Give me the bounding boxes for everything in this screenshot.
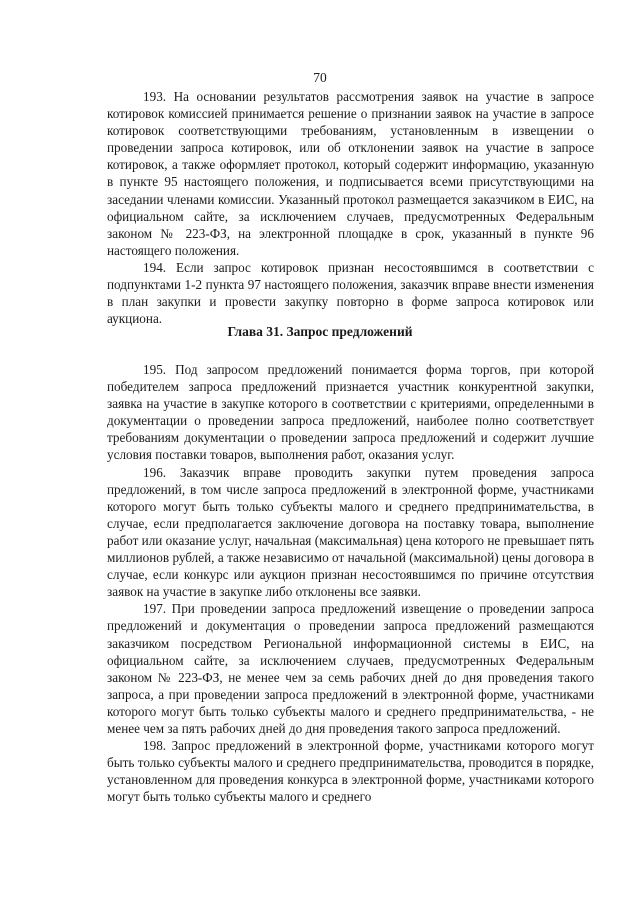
page-number: 70: [313, 70, 327, 85]
paragraph-193: 193. На основании результатов рассмотрения заявок на участие в запросе котировок комиссией принимается решение о признании заявок на участие в запросе котировок соответствующими требованиям, установленным в извещении о проведении запроса котировок, или об отклонении заявок на участие в запросе котировок, а также оформляет протокол, который содержит информацию, указанную в пункте 95 настоящего положения, и подписывается всеми присутствующими на заседании членами комиссии. Указанный протокол размещается заказчиком в ЕИС, на официальном сайте, за исключением случаев, предусмотренных Федеральным законом № 223-ФЗ, на электронной площадке в срок, указанный в пункте 96 настоящего положения.: [107, 89, 594, 258]
text-block-before-chapter: [107, 88, 594, 327]
paragraph-198: 198. Запрос предложений в электронной форме, участниками которого могут быть только субъекты малого и среднего предпринимательства, проводится в порядке, установленном для проведения конкурса в электронной форме, участниками которого могут быть только субъекты малого и среднего: [107, 738, 594, 805]
paragraph-197: 197. При проведении запроса предложений извещение о проведении запроса предложений и документация о проведении запроса предложений размещаются заказчиком посредством Региональной информационной системы в ЕИС, на официальном сайте, за исключением случаев, предусмотренных Федеральным законом № 223-ФЗ, не менее чем за семь рабочих дней до дня проведения такого запроса, а при проведении запроса предложений в электронной форме, участниками которого могут быть только субъекты малого и среднего предпринимательства, - не менее чем за пять рабочих дней до дня проведения такого запроса предложений.: [107, 601, 594, 736]
paragraph-194: 194. Если запрос котировок признан несостоявшимся в соответствии с подпунктами 1-2 пункта 97 настоящего положения, заказчик вправе внести изменения в план закупки и провести закупку повторно в форме запроса котировок или аукциона.: [107, 259, 594, 327]
text-block-after-chapter: [107, 361, 594, 805]
paragraph-195: 195. Под запросом предложений понимается форма торгов, при которой победителем запроса предложений признается участник конкурентной закупки, заявка на участие в закупке которого в соответствии с критериями, определенными в документации о проведении запроса предложений, наиболее полно соответствует требованиям документации о проведении запроса предложений и содержит лучшие условия поставки товаров, выполнения работ, оказания услуг.: [107, 362, 594, 463]
chapter-title: Глава 31. Запрос предложений: [227, 324, 413, 339]
paragraph-196: 196. Заказчик вправе проводить закупки путем проведения запроса предложений, в том числе запроса предложений в электронной форме, участниками которого могут быть только субъекты малого и среднего предпринимательства, в случае, если предполагается заключение договора на поставку товара, выполнение работ или оказание услуг, начальная (максимальная) цена которого не превышает пять миллионов рублей, а также независимо от начальной (максимальной) цены договора в случае, если конкурс или аукцион признан несостоявшимся по причине отсутствия заявок на участие в закупке либо отклонены все заявки.: [107, 464, 594, 600]
